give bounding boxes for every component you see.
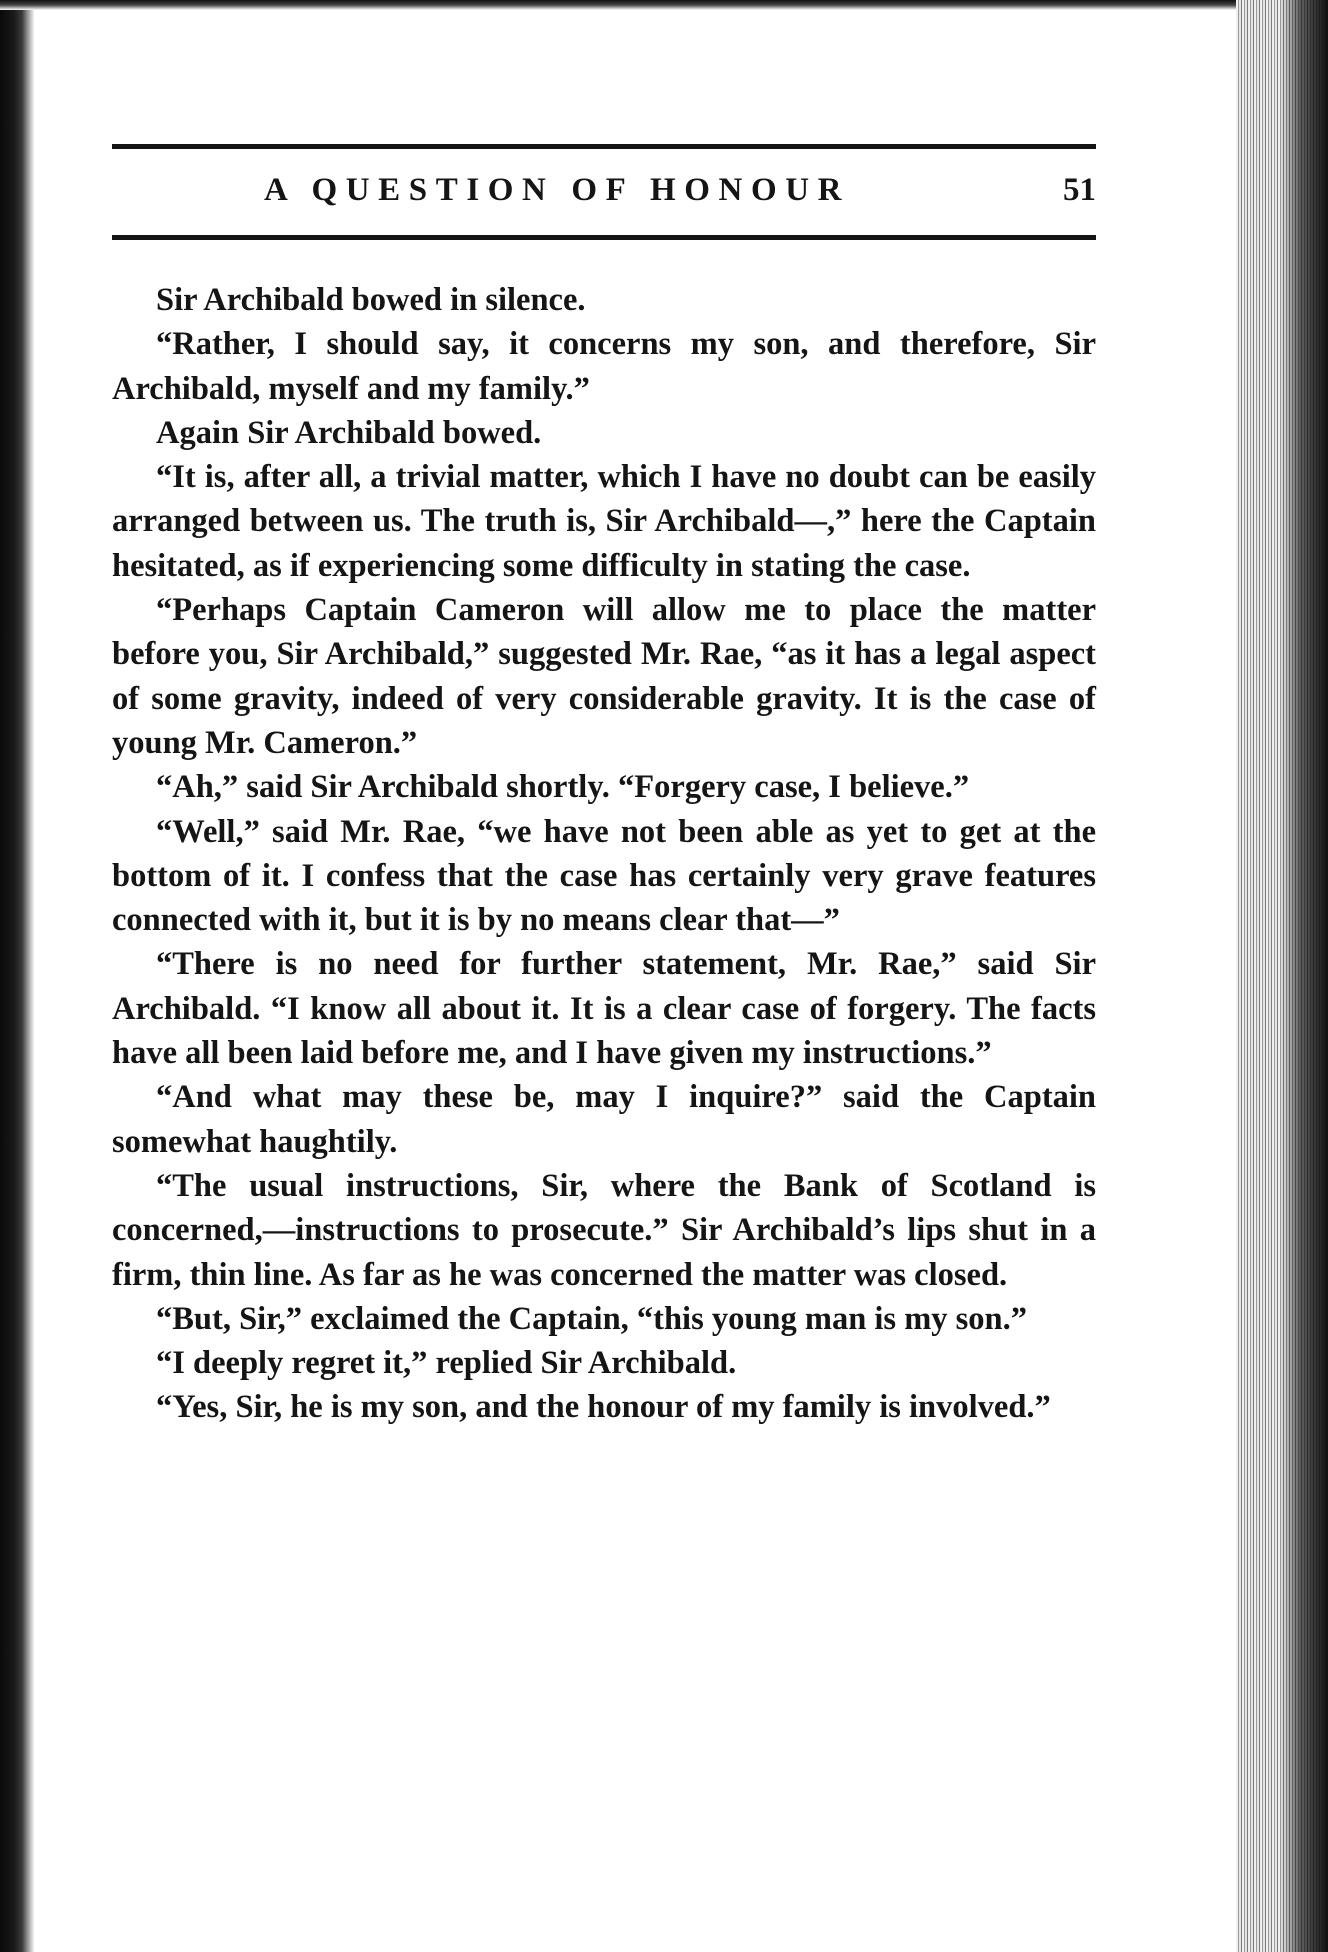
binding-shadow-left	[0, 0, 34, 1952]
paragraph: “Perhaps Captain Cameron will allow me to place the matter before you, Sir Archibald,” suggested Mr. Rae, “as it has a legal aspect of some gravity, indeed of very considerable gravity. It is the case of young Mr. Cameron.”	[112, 592, 1096, 761]
page-top-edge	[0, 0, 1328, 10]
header-rule-bottom	[112, 235, 1096, 240]
paragraph: “Ah,” said Sir Archibald shortly. “Forgery case, I believe.”	[156, 769, 970, 806]
paragraph: “The usual instructions, Sir, where the Bank of Scotland is concerned,—instructions to prosecute.” Sir Archibald’s lips shut in a firm, thin line. As far as he was concerned the matter was closed.	[112, 1167, 1096, 1293]
paragraph: “I deeply regret it,” replied Sir Archibald.	[156, 1345, 737, 1382]
paragraph: “There is no need for further statement, Mr. Rae,” said Sir Archibald. “I know all about it. It is a clear case of forgery. The facts have all been laid before me, and I have given my instructions.”	[112, 946, 1096, 1072]
paragraph: “And what may these be, may I inquire?” said the Captain somewhat haughtily.	[112, 1079, 1096, 1160]
page-number: 51	[1063, 172, 1096, 208]
body-text	[112, 278, 1096, 1430]
paragraph: “It is, after all, a trivial matter, which I have no doubt can be easily arranged between us. The truth is, Sir Archibald—,” here the Captain hesitated, as if experiencing some difficulty in stating the case.	[112, 459, 1096, 584]
paragraph: “Yes, Sir, he is my son, and the honour of my family is involved.”	[156, 1389, 1051, 1426]
running-head	[112, 172, 1096, 222]
header-rule-top	[112, 144, 1096, 149]
paragraph: Sir Archibald bowed in silence.	[156, 282, 586, 318]
paragraph: “Well,” said Mr. Rae, “we have not been able as yet to get at the bottom of it. I confess that the case has certainly very grave features connected with it, but it is by no means clear that—”	[112, 813, 1096, 939]
page-content	[112, 132, 1096, 1932]
paragraph: Again Sir Archibald bowed.	[156, 414, 542, 451]
running-title: A QUESTION OF HONOUR	[264, 172, 851, 208]
page-stack-shadow	[1280, 0, 1328, 1952]
paragraph: “Rather, I should say, it concerns my son, and therefore, Sir Archibald, myself and my family.”	[112, 326, 1096, 407]
paragraph: “But, Sir,” exclaimed the Captain, “this young man is my son.”	[156, 1300, 1027, 1337]
